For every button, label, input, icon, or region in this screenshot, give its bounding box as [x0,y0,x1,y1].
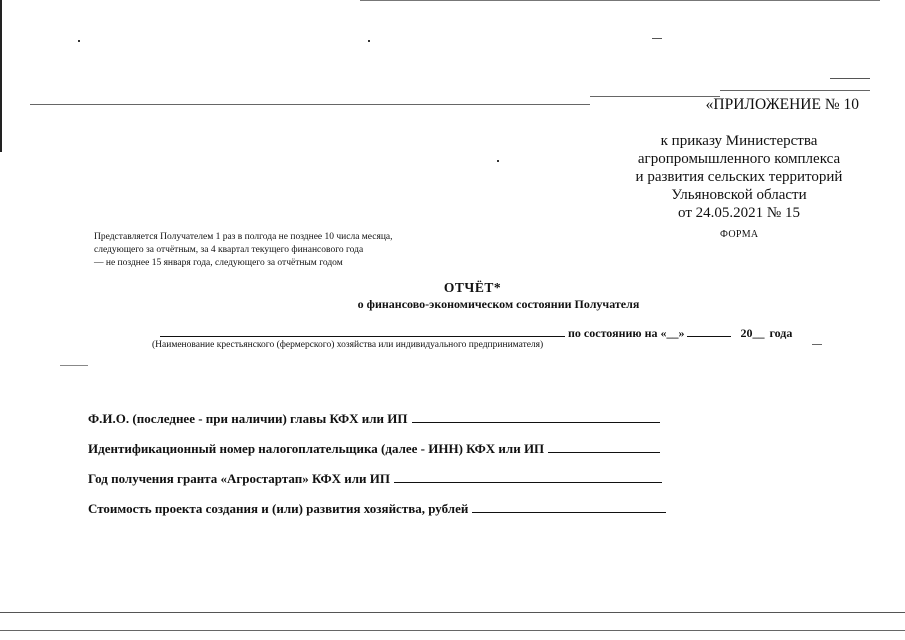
field-line[interactable] [472,498,666,513]
appendix-line: и развития сельских территорий [635,169,843,185]
as-of-label: по состоянию на «__» [568,326,685,340]
note-line: — не позднее 15 января года, следующего за отчётным годом [94,258,343,268]
appendix-line: к приказу Министерства [660,133,818,149]
scan-artifact-line [0,612,905,613]
recipient-date-row [160,324,792,341]
field-line[interactable] [394,468,662,483]
scan-artifact-line [30,104,590,105]
report-title: ОТЧЁТ* [443,280,502,295]
field-label: Год получения гранта «Агростартап» КФХ или ИП [88,471,390,486]
scan-artifact-line [652,38,662,39]
scan-edge [0,0,2,152]
appendix-line: Ульяновской области [671,187,807,203]
field-line[interactable] [548,438,660,453]
field-line[interactable] [412,408,660,423]
recipient-caption: (Наименование крестьянского (фермерского) хозяйства или индивидуального предпринимателя) [152,340,544,350]
form-label: ФОРМА [720,229,759,240]
scan-artifact-line [812,344,822,345]
scan-artifact-line [720,90,870,91]
field-label: Идентификационный номер налогоплательщика (далее - ИНН) КФХ или ИП [88,441,545,456]
scan-artifact-line [0,630,905,631]
appendix-title: «ПРИЛОЖЕНИЕ № 10 [705,96,859,113]
field-label: Ф.И.О. (последнее - при наличии) главы КФХ или ИП [88,411,408,426]
scan-artifact-dot [368,40,370,42]
month-line[interactable] [687,324,731,337]
field-head-name [88,408,660,427]
appendix-line: агропромышленного комплекса [637,151,841,167]
note-line: Представляется Получателем 1 раз в полгода не позднее 10 числа месяца, [94,232,393,242]
field-inn [88,438,660,457]
scan-artifact-line [830,78,870,79]
year-prefix: 20__ [740,326,765,340]
appendix-block [559,96,859,222]
scan-artifact-dot [497,160,499,162]
year-suffix: года [769,326,793,340]
field-grant-year [88,468,662,487]
scan-artifact-line [360,0,880,1]
appendix-line: от 24.05.2021 № 15 [678,205,800,221]
field-label: Стоимость проекта создания и (или) развития хозяйства, рублей [88,501,469,516]
note-line: следующего за отчётным, за 4 квартал текущего финансового года [94,245,364,255]
report-subtitle: о финансово-экономическом состоянии Получателя [357,297,640,311]
scan-artifact-line [60,365,88,366]
field-project-cost [88,498,666,517]
recipient-name-line[interactable] [160,324,565,337]
submission-note [94,231,393,270]
scan-artifact-dot [78,40,80,42]
